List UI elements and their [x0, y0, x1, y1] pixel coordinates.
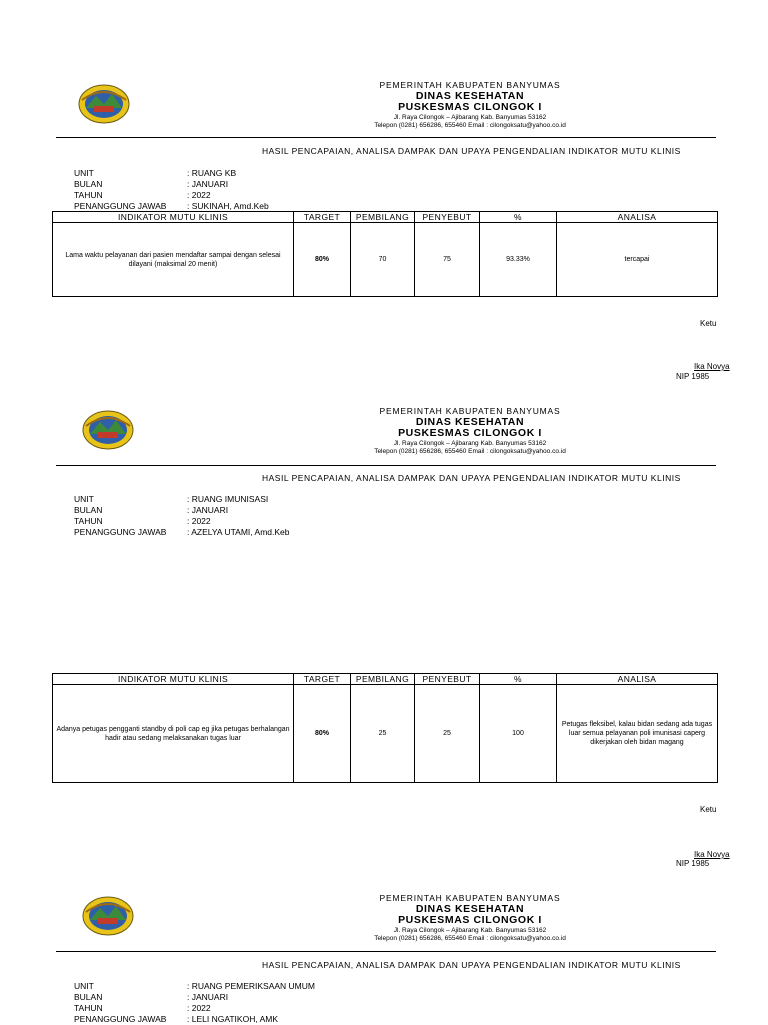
value-bulan: : JANUARI: [187, 992, 229, 1002]
label-tahun: TAHUN: [74, 516, 103, 526]
letterhead-puskesmas: PUSKESMAS CILONGOK I: [398, 914, 542, 926]
label-bulan: BULAN: [74, 179, 103, 189]
value-penanggung-jawab: : SUKINAH, Amd.Keb: [187, 201, 269, 211]
report-title: HASIL PENCAPAIAN, ANALISA DAMPAK DAN UPAYA PENGENDALIAN INDIKATOR MUTU KLINIS: [262, 146, 681, 156]
letterhead-department: DINAS KESEHATAN: [415, 89, 525, 102]
col-penyebut: PENYEBUT: [415, 674, 480, 685]
label-bulan: BULAN: [74, 992, 103, 1002]
letterhead: [300, 81, 640, 130]
indicator-table: [52, 211, 718, 297]
value-tahun: : 2022: [187, 190, 211, 200]
col-indikator: INDIKATOR MUTU KLINIS: [53, 212, 294, 223]
letterhead-address: Jl. Raya Cilongok – Ajibarang Kab. Banyumas 53162: [393, 926, 547, 934]
label-unit: UNIT: [74, 168, 94, 178]
puskesmas-logo: [76, 82, 132, 126]
indicator-table: [52, 673, 718, 783]
letterhead-department: DINAS KESEHATAN: [415, 415, 525, 428]
col-target: TARGET: [294, 212, 351, 223]
label-unit: UNIT: [74, 981, 94, 991]
letterhead: [300, 894, 640, 943]
label-unit: UNIT: [74, 494, 94, 504]
value-penanggung-jawab: : AZELYA UTAMI, Amd.Keb: [187, 527, 290, 537]
letterhead: [300, 407, 640, 456]
cell-penyebut: 75: [415, 223, 480, 297]
signature-label: Ketu: [700, 805, 717, 814]
col-indikator: INDIKATOR MUTU KLINIS: [53, 674, 294, 685]
cell-target: 80%: [294, 685, 351, 783]
puskesmas-logo: [80, 894, 136, 938]
cell-indikator: Lama waktu pelayanan dari pasien mendaftar sampai dengan selesai dilayani (maksimal 20 menit): [53, 223, 294, 297]
col-analisa: ANALISA: [557, 674, 718, 685]
header-divider: [56, 951, 716, 952]
value-tahun: : 2022: [187, 1003, 211, 1013]
table-header-row: [53, 212, 718, 223]
value-bulan: : JANUARI: [187, 179, 229, 189]
cell-penyebut: 25: [415, 685, 480, 783]
col-analisa: ANALISA: [557, 212, 718, 223]
value-unit: : RUANG KB: [187, 168, 237, 178]
value-unit: : RUANG IMUNISASI: [187, 494, 269, 504]
letterhead-government: PEMERINTAH KABUPATEN BANYUMAS: [379, 406, 561, 416]
signature-nip: NIP 1985: [676, 372, 710, 381]
header-divider: [56, 465, 716, 466]
label-penanggung-jawab: PENANGGUNG JAWAB: [74, 527, 167, 537]
value-penanggung-jawab: : LELI NGATIKOH, AMK: [187, 1014, 279, 1024]
cell-indikator: Adanya petugas pengganti standby di poli cap eg jika petugas berhalangan hadir atau sedang melaksanakan tugas luar: [53, 685, 294, 783]
letterhead-puskesmas: PUSKESMAS CILONGOK I: [398, 101, 542, 113]
label-tahun: TAHUN: [74, 1003, 103, 1013]
col-penyebut: PENYEBUT: [415, 212, 480, 223]
cell-analisa: Petugas fleksibel, kalau bidan sedang ada tugas luar semua pelayanan poli imunisasi caperg dikerjakan oleh bidan magang: [557, 685, 718, 783]
table-row: [53, 223, 718, 297]
col-target: TARGET: [294, 674, 351, 685]
col-persen: %: [480, 674, 557, 685]
letterhead-address: Jl. Raya Cilongok – Ajibarang Kab. Banyumas 53162: [393, 439, 547, 447]
table-header-row: [53, 674, 718, 685]
label-penanggung-jawab: PENANGGUNG JAWAB: [74, 201, 167, 211]
signature-name: Ika Novya: [694, 362, 730, 371]
cell-target: 80%: [294, 223, 351, 297]
signature-name: Ika Novya: [694, 850, 730, 859]
letterhead-department: DINAS KESEHATAN: [415, 902, 525, 915]
letterhead-contact: Telepon (0281) 656286, 655460 Email : cilongoksatu@yahoo.co.id: [374, 448, 566, 455]
value-unit: : RUANG PEMERIKSAAN UMUM: [187, 981, 315, 991]
col-pembilang: PEMBILANG: [351, 674, 415, 685]
report-title: HASIL PENCAPAIAN, ANALISA DAMPAK DAN UPAYA PENGENDALIAN INDIKATOR MUTU KLINIS: [262, 473, 681, 483]
cell-persen: 100: [480, 685, 557, 783]
letterhead-government: PEMERINTAH KABUPATEN BANYUMAS: [379, 80, 561, 90]
value-bulan: : JANUARI: [187, 505, 229, 515]
label-tahun: TAHUN: [74, 190, 103, 200]
cell-analisa: tercapai: [557, 223, 718, 297]
header-divider: [56, 137, 716, 138]
letterhead-address: Jl. Raya Cilongok – Ajibarang Kab. Banyumas 53162: [393, 113, 547, 121]
table-row: [53, 685, 718, 783]
signature-label: Ketu: [700, 319, 717, 328]
cell-persen: 93.33%: [480, 223, 557, 297]
value-tahun: : 2022: [187, 516, 211, 526]
cell-pembilang: 70: [351, 223, 415, 297]
puskesmas-logo: [80, 408, 136, 452]
label-bulan: BULAN: [74, 505, 103, 515]
label-penanggung-jawab: PENANGGUNG JAWAB: [74, 1014, 167, 1024]
letterhead-puskesmas: PUSKESMAS CILONGOK I: [398, 427, 542, 439]
cell-pembilang: 25: [351, 685, 415, 783]
report-title: HASIL PENCAPAIAN, ANALISA DAMPAK DAN UPAYA PENGENDALIAN INDIKATOR MUTU KLINIS: [262, 960, 681, 970]
letterhead-government: PEMERINTAH KABUPATEN BANYUMAS: [379, 893, 561, 903]
signature-nip: NIP 1985: [676, 859, 710, 868]
col-pembilang: PEMBILANG: [351, 212, 415, 223]
col-persen: %: [480, 212, 557, 223]
letterhead-contact: Telepon (0281) 656286, 655460 Email : cilongoksatu@yahoo.co.id: [374, 122, 566, 129]
letterhead-contact: Telepon (0281) 656286, 655460 Email : cilongoksatu@yahoo.co.id: [374, 935, 566, 942]
